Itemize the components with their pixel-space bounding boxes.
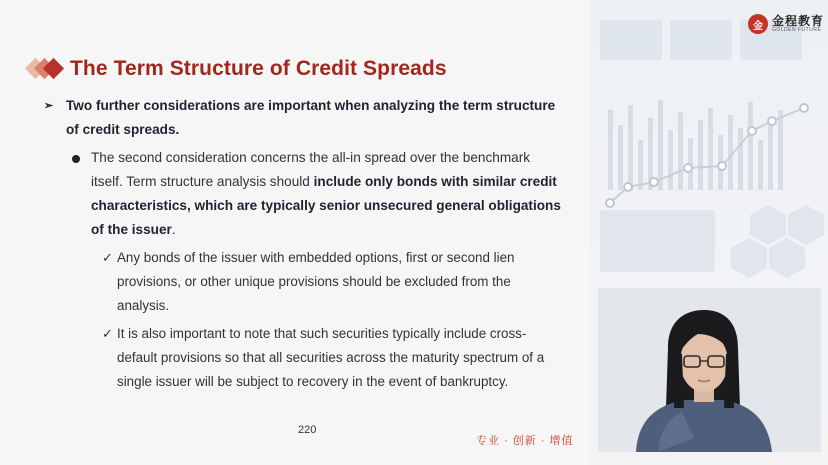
arrow-bullet-icon: ➢: [44, 100, 54, 112]
presenter-video-icon: [598, 288, 821, 452]
chart-decoration-icon: [590, 0, 828, 290]
bullet-level2-text-b: .: [171, 222, 176, 237]
check-item-text: Any bonds of the issuer with embedded options, first or second lien provisions, or other unique provisions should be excluded from the analysis.: [117, 250, 515, 313]
dot-bullet-icon: [72, 155, 80, 163]
presenter-video: [598, 288, 821, 452]
diamond-icon: [24, 54, 68, 84]
bullet-level1-text: Two further considerations are important when analyzing the term structure of credit spreads.: [66, 98, 556, 137]
logo-subtext: GOLDEN FUTURE: [772, 27, 822, 33]
slide-title-bar: [24, 54, 447, 84]
check-icon: ✓: [102, 326, 113, 341]
check-item: [44, 322, 564, 394]
logo-icon: 金: [748, 14, 768, 34]
bullet-level2-bold: include only bonds with similar credit characteristics, which are typically senior unsecured general obligations of the issuer: [91, 174, 561, 237]
logo-text: 金程教育: [772, 14, 825, 28]
check-item: [44, 246, 564, 318]
bullet-level2: [44, 146, 564, 242]
slide-title: The Term Structure of Credit Spreads: [70, 57, 447, 80]
slide-body: [44, 94, 564, 394]
check-item-text: It is also important to note that such securities typically include cross-default provisions so that all securities across the maturity spectrum of a single issuer will be subject to recovery in the event of bankruptcy.: [117, 326, 545, 389]
page-number: 220: [298, 424, 317, 436]
bullet-level2-text-a: The second consideration concerns the all-in spread over the benchmark itself. Term structure analysis should: [91, 150, 531, 189]
slogan: 专业 · 创新 · 增值: [476, 435, 574, 447]
bullet-level1: [44, 94, 564, 142]
logo: [748, 12, 824, 36]
check-icon: ✓: [102, 250, 113, 265]
